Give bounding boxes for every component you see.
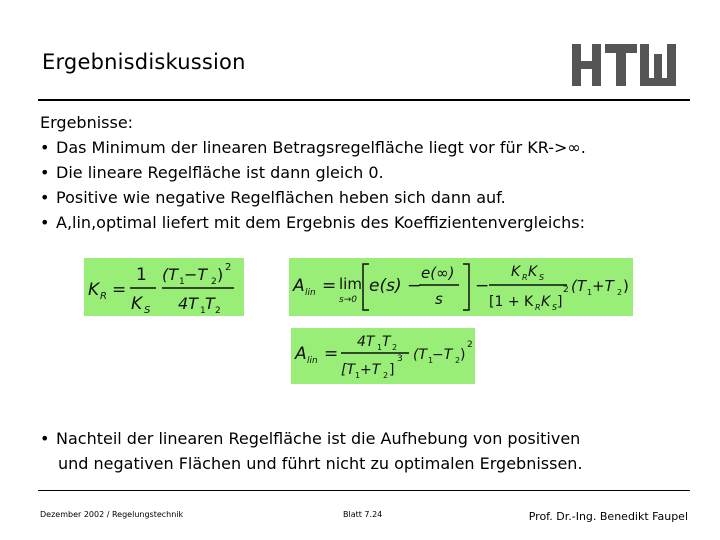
- svg-text:=: =: [112, 280, 127, 300]
- svg-text:K: K: [528, 264, 538, 280]
- svg-text:A: A: [293, 276, 305, 296]
- bullet-icon: •: [40, 213, 50, 232]
- formula-alin-limit: [289, 258, 633, 316]
- svg-text:1: 1: [355, 371, 361, 380]
- svg-text:R: R: [535, 303, 541, 312]
- svg-text:2: 2: [392, 343, 398, 352]
- svg-text:[1 + K: [1 + K: [489, 294, 534, 310]
- svg-text:e(∞): e(∞): [421, 264, 455, 282]
- svg-text:2: 2: [617, 288, 623, 297]
- svg-text:1: 1: [587, 288, 593, 297]
- bullet-icon: •: [40, 163, 50, 182]
- svg-text:(T: (T: [571, 277, 587, 295]
- footer-divider: [38, 490, 690, 491]
- results-heading: Ergebnisse:: [40, 113, 134, 132]
- svg-text:−: −: [475, 276, 490, 296]
- svg-text:2: 2: [215, 306, 221, 316]
- svg-text:(T: (T: [413, 347, 428, 363]
- list-item: • Die lineare Regelfläche ist dann gleich 0.: [40, 160, 700, 185]
- svg-text:1: 1: [136, 265, 147, 285]
- svg-text:e(s) −: e(s) −: [369, 276, 422, 296]
- footer-date-course: Dezember 2002 / Regelungstechnik: [40, 510, 184, 519]
- svg-text:−T: −T: [432, 347, 453, 363]
- svg-text:K: K: [131, 294, 143, 314]
- drawback-bullet: [40, 426, 700, 476]
- svg-text:T: T: [205, 294, 215, 313]
- svg-text:s→0: s→0: [339, 295, 357, 305]
- list-item: • A,lin,optimal liefert mit dem Ergebnis des Koeffizientenvergleichs:: [40, 210, 700, 235]
- svg-text:2: 2: [455, 356, 461, 365]
- formula-alin-optimal: [291, 328, 475, 384]
- svg-text:K: K: [511, 264, 521, 280]
- svg-text:]: ]: [557, 294, 563, 310]
- svg-text:s: s: [435, 290, 443, 308]
- list-item: • Positive wie negative Regelflächen heben sich dann auf.: [40, 185, 700, 210]
- svg-text:S: S: [539, 273, 545, 282]
- svg-text:1: 1: [428, 356, 434, 365]
- svg-text:(T: (T: [162, 265, 179, 284]
- svg-text:): ): [460, 347, 466, 363]
- list-item: • Das Minimum der linearen Betragsregelfläche liegt vor für KR->∞.: [40, 135, 700, 160]
- svg-text:2: 2: [211, 277, 217, 287]
- svg-text:lin: lin: [305, 288, 316, 298]
- footer-author: Prof. Dr.-Ing. Benedikt Faupel: [528, 510, 688, 523]
- svg-text:A: A: [295, 344, 307, 364]
- formula-kr: [84, 258, 244, 316]
- list-item-continuation: und negativen Flächen und führt nicht zu optimalen Ergebnissen.: [58, 454, 583, 473]
- svg-text:=: =: [324, 344, 339, 364]
- svg-text:4T: 4T: [357, 334, 375, 350]
- svg-text:S: S: [144, 305, 151, 316]
- svg-text:R: R: [100, 291, 107, 302]
- svg-text:1: 1: [200, 306, 206, 316]
- slide-title: Ergebnisdiskussion: [42, 50, 246, 74]
- svg-text:lim: lim: [339, 275, 362, 293]
- footer-page-number: Blatt 7.24: [343, 510, 383, 519]
- svg-text:R: R: [522, 273, 528, 282]
- svg-text:T: T: [382, 334, 391, 350]
- svg-text:[T: [T: [341, 362, 356, 378]
- svg-text:2: 2: [225, 262, 232, 273]
- svg-text:=: =: [322, 276, 337, 296]
- svg-text:1: 1: [179, 277, 185, 287]
- svg-text:3: 3: [397, 354, 403, 364]
- svg-text:4T: 4T: [178, 294, 198, 313]
- svg-text:2: 2: [467, 340, 473, 350]
- title-divider: [38, 99, 690, 101]
- bullet-icon: •: [40, 188, 50, 207]
- svg-text:2: 2: [563, 285, 569, 295]
- svg-text:+T: +T: [592, 277, 614, 295]
- svg-text:): ): [217, 265, 224, 284]
- htw-logo: [572, 42, 680, 88]
- svg-text:]: ]: [389, 362, 395, 378]
- svg-text:1: 1: [377, 343, 383, 352]
- bullet-icon: •: [40, 429, 50, 448]
- svg-text:S: S: [552, 303, 558, 312]
- svg-text:K: K: [541, 294, 551, 310]
- svg-text:lin: lin: [307, 356, 318, 366]
- list-item: • Nachteil der linearen Regelfläche ist die Aufhebung von positiven: [40, 426, 700, 451]
- bullet-icon: •: [40, 138, 50, 157]
- results-list: [40, 110, 700, 235]
- svg-text:K: K: [88, 280, 100, 300]
- svg-text:+T: +T: [360, 362, 381, 378]
- svg-text:−T: −T: [184, 265, 208, 284]
- svg-text:2: 2: [383, 371, 389, 380]
- svg-text:): ): [623, 277, 629, 295]
